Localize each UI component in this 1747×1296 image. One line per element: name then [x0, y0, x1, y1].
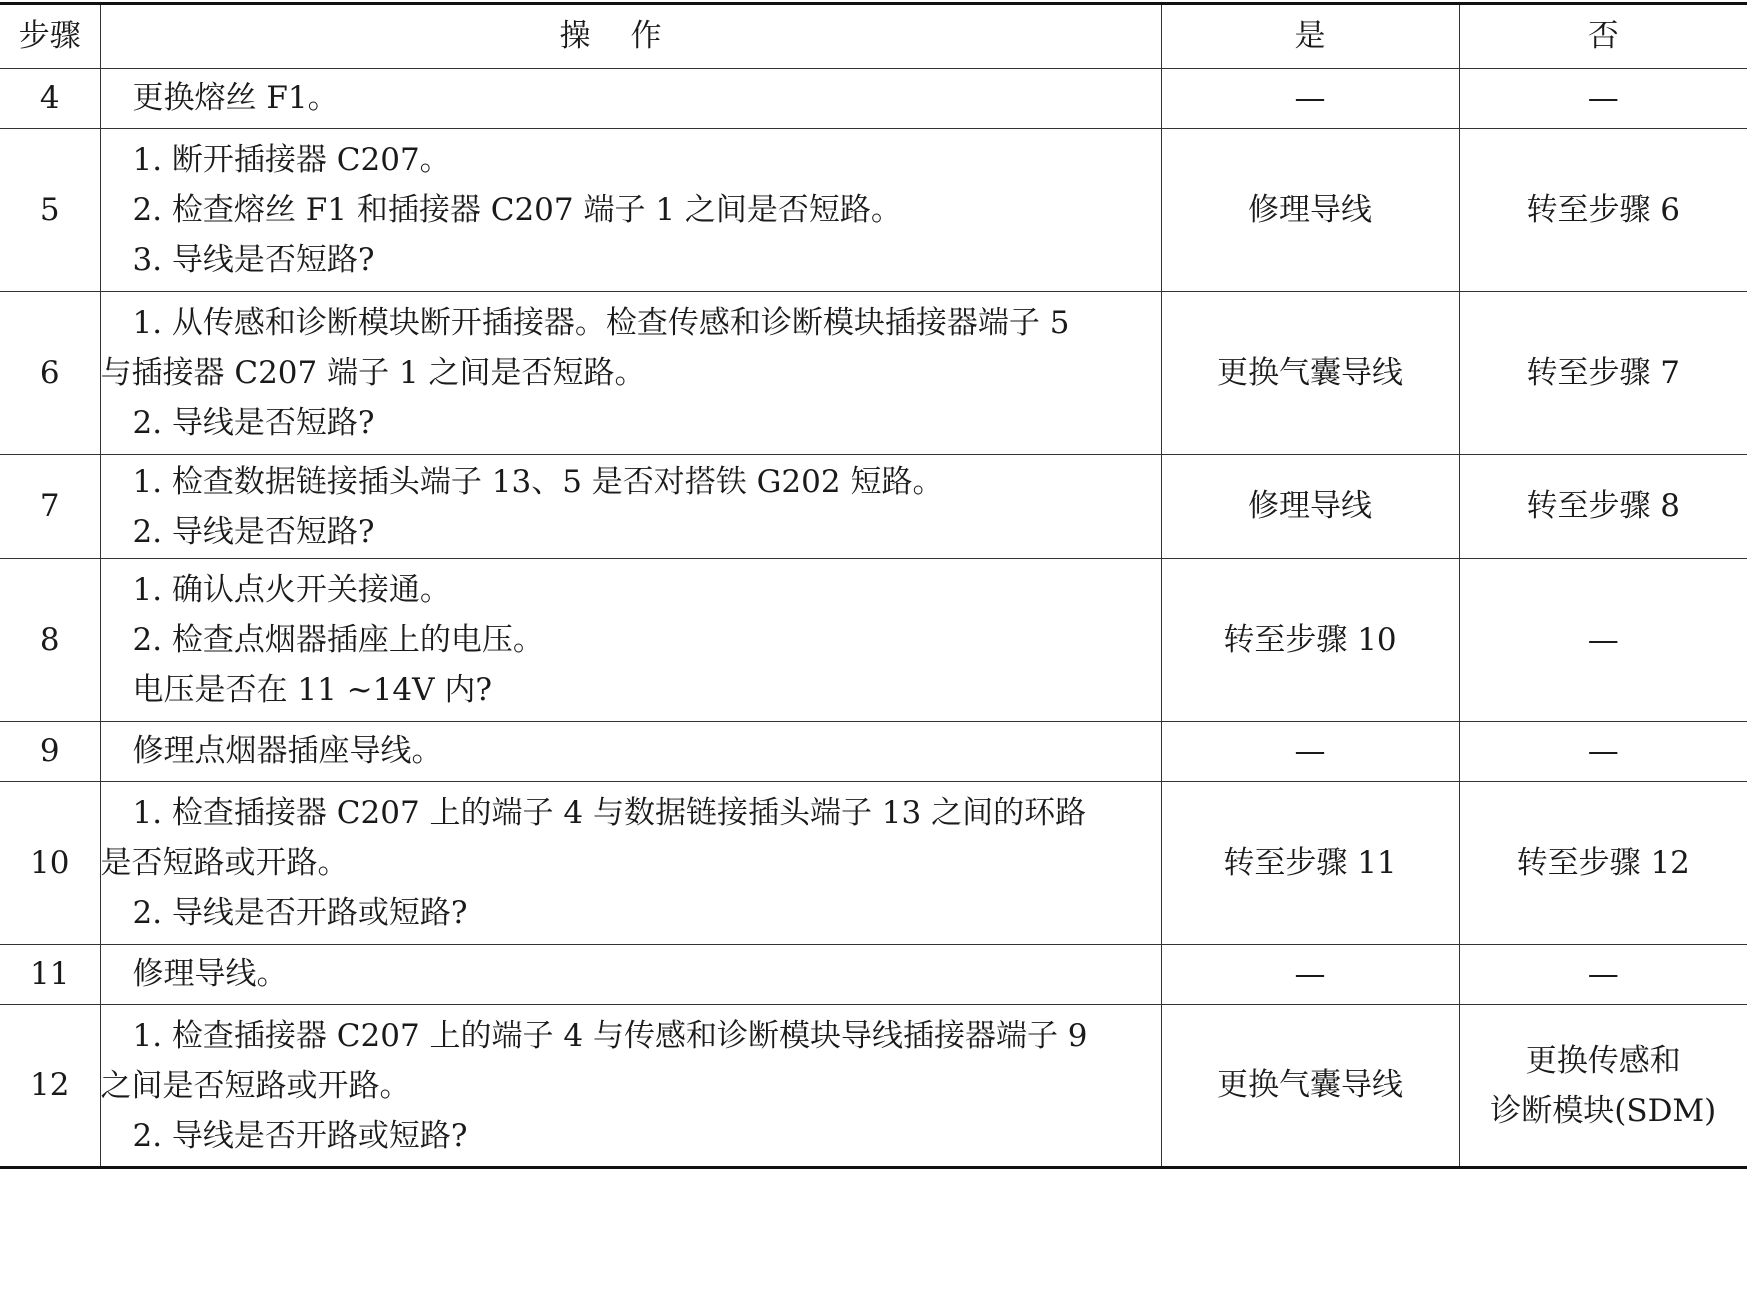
no-result-line: 更换传感和	[1525, 1042, 1681, 1079]
operation-line: 2. 导线是否开路或短路?	[132, 1117, 468, 1154]
step-number: 8	[0, 559, 100, 722]
operation-line: 1. 断开插接器 C207。	[132, 142, 451, 178]
operation-cell	[100, 559, 1161, 722]
step-number: 4	[0, 69, 100, 129]
operation-cell	[100, 292, 1161, 455]
header-step: 步骤	[0, 4, 100, 69]
table-row	[0, 129, 1747, 292]
table-row	[0, 1005, 1747, 1168]
step-number: 7	[0, 455, 100, 559]
operation-cell	[100, 129, 1161, 292]
no-result: —	[1459, 722, 1747, 782]
operation-cell	[100, 782, 1161, 945]
table-row	[0, 945, 1747, 1005]
operation-cell	[100, 455, 1161, 559]
header-operation: 操作	[100, 4, 1161, 69]
step-number: 9	[0, 722, 100, 782]
no-result: —	[1459, 945, 1747, 1005]
yes-result: 转至步骤 10	[1161, 559, 1459, 722]
no-result: 转至步骤 7	[1459, 292, 1747, 455]
no-result: —	[1459, 69, 1747, 129]
operation-line: 1. 检查插接器 C207 上的端子 4 与数据链接插头端子 13 之间的环路	[132, 795, 1087, 831]
diagnostic-steps-table	[0, 2, 1747, 1169]
table-row	[0, 292, 1747, 455]
table-row	[0, 69, 1747, 129]
table-row	[0, 782, 1747, 945]
operation-line: 修理点烟器插座导线。	[132, 733, 443, 769]
operation-line: 2. 检查熔丝 F1 和插接器 C207 端子 1 之间是否短路。	[132, 192, 902, 228]
operation-cell	[100, 722, 1161, 782]
step-number: 6	[0, 292, 100, 455]
yes-result: 更换气囊导线	[1161, 292, 1459, 455]
operation-line: 是否短路或开路。	[100, 845, 349, 881]
operation-cell	[100, 1005, 1161, 1168]
table-row	[0, 455, 1747, 559]
no-result: 转至步骤 6	[1459, 129, 1747, 292]
operation-line: 与插接器 C207 端子 1 之间是否短路。	[100, 355, 646, 391]
operation-line: 之间是否短路或开路。	[100, 1067, 411, 1104]
yes-result: —	[1161, 945, 1459, 1005]
operation-line: 1. 从传感和诊断模块断开插接器。检查传感和诊断模块插接器端子 5	[132, 305, 1070, 341]
yes-result: 修理导线	[1161, 129, 1459, 292]
operation-line: 3. 导线是否短路?	[132, 242, 375, 278]
table-row	[0, 559, 1747, 722]
operation-line: 电压是否在 11 ~14V 内?	[132, 672, 492, 708]
table-row	[0, 722, 1747, 782]
yes-result: 更换气囊导线	[1161, 1005, 1459, 1168]
operation-line: 2. 导线是否短路?	[132, 405, 375, 441]
operation-cell	[100, 69, 1161, 129]
no-result: —	[1459, 559, 1747, 722]
operation-cell	[100, 945, 1161, 1005]
step-number: 5	[0, 129, 100, 292]
no-result-line: 诊断模块(SDM)	[1490, 1092, 1717, 1129]
yes-result: 转至步骤 11	[1161, 782, 1459, 945]
no-result: 转至步骤 8	[1459, 455, 1747, 559]
step-number: 12	[0, 1005, 100, 1168]
operation-line: 2. 导线是否开路或短路?	[132, 895, 468, 931]
yes-result: 修理导线	[1161, 455, 1459, 559]
no-result	[1459, 1005, 1747, 1168]
operation-line: 1. 确认点火开关接通。	[132, 572, 451, 608]
step-number: 10	[0, 782, 100, 945]
operation-line: 1. 检查插接器 C207 上的端子 4 与传感和诊断模块导线插接器端子 9	[132, 1017, 1088, 1054]
operation-line: 2. 导线是否短路?	[132, 513, 375, 550]
operation-line: 更换熔丝 F1。	[132, 80, 339, 116]
operation-line: 2. 检查点烟器插座上的电压。	[132, 622, 544, 658]
header-yes: 是	[1161, 4, 1459, 69]
yes-result: —	[1161, 69, 1459, 129]
table-header-row	[0, 4, 1747, 69]
no-result: 转至步骤 12	[1459, 782, 1747, 945]
operation-line: 1. 检查数据链接插头端子 13、5 是否对搭铁 G202 短路。	[132, 463, 944, 500]
operation-line: 修理导线。	[132, 956, 288, 992]
yes-result: —	[1161, 722, 1459, 782]
header-no: 否	[1459, 4, 1747, 69]
step-number: 11	[0, 945, 100, 1005]
